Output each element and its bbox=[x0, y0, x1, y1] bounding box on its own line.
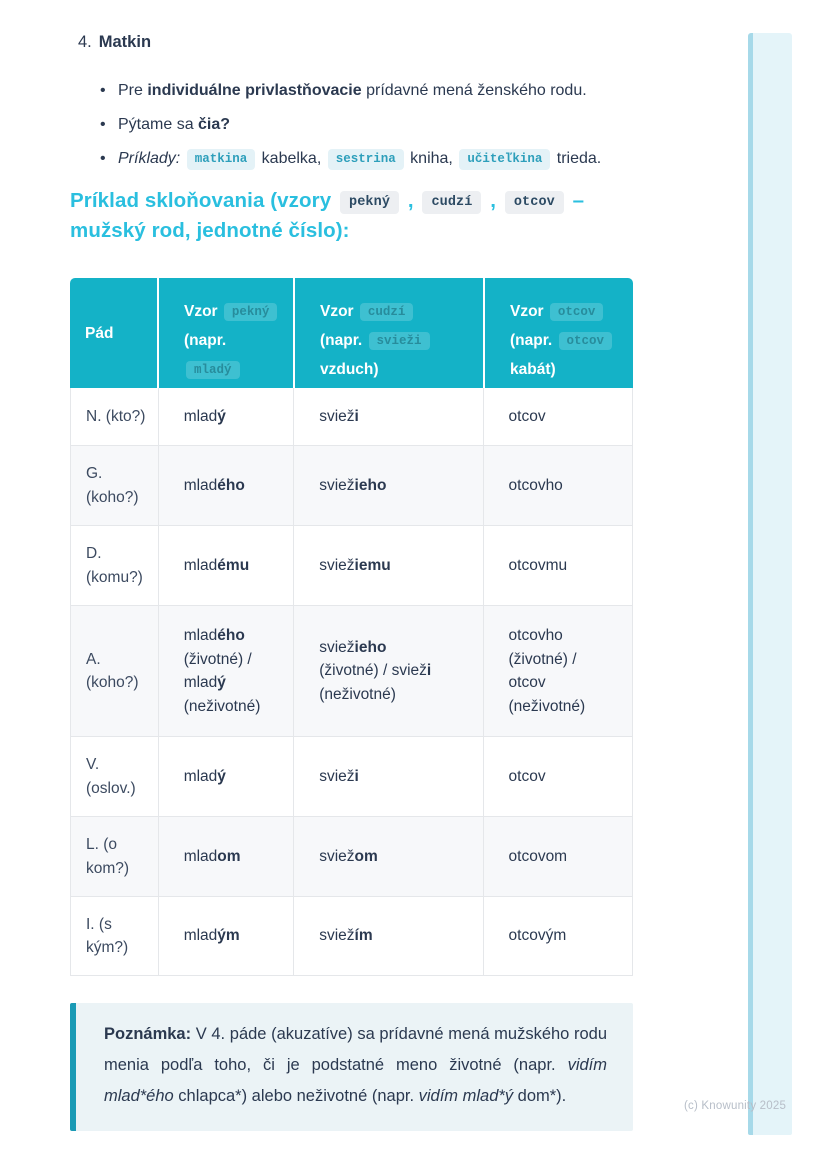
table-cell-case bbox=[71, 737, 158, 816]
table-cell bbox=[293, 526, 482, 605]
table-cell bbox=[158, 817, 294, 896]
cell-text bbox=[184, 474, 245, 498]
text-segment: (životné) / sviež bbox=[319, 662, 427, 680]
text-segment: (koho?) bbox=[86, 674, 139, 691]
table-header-cell-pekny bbox=[157, 278, 293, 407]
cell-text bbox=[319, 924, 372, 948]
text-segment: ý bbox=[217, 674, 226, 691]
text-segment: ý bbox=[217, 767, 226, 785]
text-segment: Pýtame sa bbox=[118, 116, 199, 133]
text-segment: iemu bbox=[354, 556, 391, 574]
text-segment: – bbox=[566, 189, 585, 212]
text-segment: vidím mlad*ý bbox=[418, 1087, 514, 1105]
cell-text bbox=[319, 845, 378, 869]
text-segment: A. bbox=[86, 650, 101, 668]
table-cell bbox=[483, 526, 632, 605]
table-cell bbox=[158, 897, 294, 975]
text-segment: sviež bbox=[319, 407, 355, 425]
text-segment: L. (o bbox=[86, 836, 118, 853]
inline-code-chip: mladý bbox=[186, 361, 240, 379]
watermark: (c) Knowunity 2025 bbox=[684, 1100, 787, 1112]
text-segment: trieda. bbox=[552, 150, 602, 167]
cell-text bbox=[86, 913, 128, 960]
inline-code-chip: pekný bbox=[224, 303, 278, 321]
inline-code-chip: matkina bbox=[187, 149, 256, 170]
section-heading bbox=[70, 186, 650, 246]
text-segment: sviež bbox=[319, 767, 355, 785]
cell-text bbox=[319, 765, 359, 789]
cell-text bbox=[184, 924, 240, 948]
cell-text bbox=[319, 405, 359, 429]
text-segment: (koho?) bbox=[86, 488, 139, 506]
table-header-cell-cudzi bbox=[293, 278, 483, 388]
text-segment: sviež bbox=[319, 638, 355, 656]
inline-code-chip: cudzí bbox=[360, 303, 414, 321]
text-segment: (oslov.) bbox=[86, 779, 136, 797]
list-item-number: 4. bbox=[78, 33, 92, 51]
text-segment: I. (s bbox=[86, 915, 112, 933]
table-cell-case bbox=[71, 446, 158, 525]
text-segment: D. bbox=[86, 545, 102, 562]
text-segment: otcovho bbox=[508, 476, 563, 494]
table-cell bbox=[483, 388, 632, 445]
text-segment: mlad bbox=[183, 927, 218, 945]
cell-text bbox=[86, 462, 139, 509]
text-segment: mužský rod, jednotné číslo): bbox=[70, 219, 350, 242]
table-cell bbox=[158, 388, 294, 445]
text-segment: sviež bbox=[319, 556, 355, 574]
table-cell bbox=[483, 817, 632, 896]
text-segment: (napr. bbox=[320, 332, 367, 349]
table-cell-case bbox=[71, 897, 158, 975]
text-segment: G. bbox=[86, 465, 103, 482]
text-segment: kom?) bbox=[86, 859, 130, 877]
text-segment: otcovmu bbox=[508, 556, 568, 574]
table-cell bbox=[293, 388, 482, 445]
list-item-title bbox=[78, 33, 151, 52]
text-segment: čia? bbox=[198, 116, 231, 133]
text-segment: Vzor bbox=[510, 303, 548, 320]
text-segment: ého bbox=[217, 476, 245, 494]
text-segment: ému bbox=[217, 556, 250, 574]
table-cell-case bbox=[71, 388, 158, 445]
cell-text bbox=[509, 554, 568, 578]
text-segment: ý bbox=[217, 407, 226, 425]
table-row-vokativ bbox=[70, 737, 633, 817]
table-row-akuzativ bbox=[70, 606, 633, 737]
table-row-lokal bbox=[70, 817, 633, 897]
table-cell bbox=[483, 446, 632, 525]
text-segment bbox=[180, 150, 184, 167]
table-header-cell-pad bbox=[70, 278, 157, 388]
header-cell-text bbox=[510, 297, 627, 384]
cell-text bbox=[86, 542, 143, 589]
table-row-dativ bbox=[70, 526, 633, 606]
text-segment: mlad bbox=[183, 407, 218, 425]
table-row-instrumental bbox=[70, 897, 633, 976]
declension-table bbox=[70, 278, 633, 976]
table-cell bbox=[158, 737, 294, 816]
note-box bbox=[70, 1003, 633, 1131]
inline-code-chip: sestrina bbox=[328, 149, 404, 170]
text-segment: i bbox=[354, 767, 359, 785]
text-segment: otcov bbox=[508, 674, 546, 691]
text-segment: (životné) / bbox=[183, 650, 252, 668]
table-cell-case bbox=[71, 526, 158, 605]
bullet-item bbox=[98, 147, 646, 170]
text-segment: sviež bbox=[319, 847, 355, 865]
cell-text bbox=[509, 765, 546, 789]
table-cell-case bbox=[71, 817, 158, 896]
text-segment: (napr. bbox=[184, 332, 227, 349]
table-cell bbox=[293, 737, 482, 816]
text-segment: otcovom bbox=[508, 847, 568, 865]
cell-text bbox=[86, 833, 129, 880]
cell-text bbox=[319, 554, 391, 578]
cell-text bbox=[86, 648, 139, 695]
cell-text bbox=[509, 624, 586, 718]
text-segment: Vzor bbox=[184, 303, 222, 320]
text-segment: vidím mlad*ého bbox=[104, 1056, 607, 1105]
text-segment: i bbox=[354, 407, 359, 425]
table-row-nominativ bbox=[70, 388, 633, 446]
text-segment: otcovým bbox=[508, 927, 567, 945]
text-segment: Príklad skloňovania (vzory bbox=[70, 189, 338, 212]
text-segment: otcov bbox=[508, 407, 546, 425]
cell-text bbox=[319, 636, 431, 707]
header-cell-text bbox=[320, 297, 477, 384]
text-segment: mlad bbox=[183, 847, 218, 865]
text-segment: , bbox=[402, 189, 420, 212]
text-segment: otcovho bbox=[508, 627, 563, 644]
table-cell bbox=[158, 446, 294, 525]
text-segment: Vzor bbox=[320, 303, 358, 320]
text-segment: mlad bbox=[183, 767, 218, 785]
text-segment: mlad bbox=[183, 476, 218, 494]
inline-code-chip: otcov bbox=[559, 332, 613, 350]
list-item-name: Matkin bbox=[98, 33, 152, 51]
inline-code-chip: svieži bbox=[369, 332, 430, 350]
text-segment: Pre bbox=[118, 82, 148, 99]
bullet-list bbox=[98, 79, 646, 181]
text-segment: vzduch) bbox=[320, 361, 379, 378]
table-cell bbox=[293, 817, 482, 896]
inline-code-chip: pekný bbox=[340, 191, 399, 214]
table-cell bbox=[483, 737, 632, 816]
cell-text bbox=[509, 924, 567, 948]
text-segment: , bbox=[484, 189, 502, 212]
text-segment: Príklady: bbox=[118, 150, 181, 167]
text-segment: ieho bbox=[354, 476, 387, 494]
text-segment: individuálne privlastňovacie bbox=[147, 82, 362, 99]
table-row-genitiv bbox=[70, 446, 633, 526]
text-segment: kabát) bbox=[510, 361, 556, 378]
table-cell-case bbox=[71, 606, 158, 736]
text-segment: om bbox=[217, 847, 241, 865]
inline-code-chip: otcov bbox=[550, 303, 604, 321]
text-segment: V 4. páde (akuzatíve) sa prídavné mená mužského rodu menia podľa toho, či je podstatné meno životné (napr. bbox=[104, 1025, 607, 1074]
cell-text bbox=[509, 405, 546, 429]
text-segment: (životné) / bbox=[508, 650, 577, 668]
note-text bbox=[104, 1019, 607, 1112]
table-header-row bbox=[70, 278, 633, 407]
table-cell bbox=[293, 606, 482, 736]
text-segment: kniha, bbox=[405, 150, 458, 167]
text-segment: Poznámka: bbox=[104, 1025, 192, 1043]
text-segment: mlad bbox=[183, 627, 218, 644]
text-segment: kým?) bbox=[86, 939, 129, 956]
table-header-cell-otcov bbox=[483, 278, 633, 388]
table-cell bbox=[483, 606, 632, 736]
cell-text bbox=[184, 765, 226, 789]
text-segment: (neživotné) bbox=[508, 697, 586, 715]
table-cell bbox=[293, 446, 482, 525]
page-edge-bar bbox=[748, 33, 792, 1135]
table-cell bbox=[483, 897, 632, 975]
text-segment: sviež bbox=[319, 927, 355, 945]
table-cell bbox=[158, 526, 294, 605]
text-segment: mlad bbox=[183, 674, 218, 691]
cell-text bbox=[509, 474, 563, 498]
text-segment: ým bbox=[217, 927, 240, 945]
cell-text bbox=[184, 624, 261, 718]
cell-text bbox=[184, 845, 241, 869]
text-segment: chlapca*) alebo neživotné (napr. bbox=[173, 1087, 419, 1105]
text-segment: (neživotné) bbox=[319, 685, 396, 703]
text-segment: otcov bbox=[508, 767, 546, 785]
text-segment: (napr. bbox=[510, 332, 557, 349]
text-segment: mlad bbox=[183, 556, 218, 574]
text-segment: chlapec) bbox=[184, 390, 247, 407]
bullet-item bbox=[98, 79, 646, 102]
text-segment: prídavné mená ženského rodu. bbox=[361, 82, 587, 99]
text-segment: dom*). bbox=[513, 1087, 567, 1105]
text-segment: ím bbox=[354, 927, 373, 945]
cell-text bbox=[184, 554, 249, 578]
text-segment: i bbox=[426, 662, 432, 680]
text-segment: om bbox=[354, 847, 378, 865]
text-segment: ieho bbox=[354, 638, 387, 656]
cell-text bbox=[86, 753, 136, 800]
text-segment: sviež bbox=[319, 476, 355, 494]
text-segment: N. (kto?) bbox=[86, 407, 146, 425]
text-segment: kabelka, bbox=[257, 150, 326, 167]
cell-text bbox=[184, 405, 226, 429]
text-segment: (komu?) bbox=[86, 568, 143, 586]
text-segment: Pád bbox=[85, 324, 114, 342]
inline-code-chip: cudzí bbox=[422, 191, 481, 214]
bullet-item bbox=[98, 113, 646, 136]
cell-text bbox=[509, 845, 568, 869]
text-segment: (neživotné) bbox=[183, 697, 261, 715]
cell-text bbox=[86, 405, 145, 429]
text-segment: V. bbox=[86, 756, 100, 773]
table-cell bbox=[158, 606, 294, 736]
header-cell-text bbox=[85, 319, 113, 348]
table-cell bbox=[293, 897, 482, 975]
inline-code-chip: otcov bbox=[505, 191, 564, 214]
cell-text bbox=[319, 474, 386, 498]
text-segment: ého bbox=[217, 627, 245, 644]
inline-code-chip: učiteľkina bbox=[459, 149, 550, 170]
